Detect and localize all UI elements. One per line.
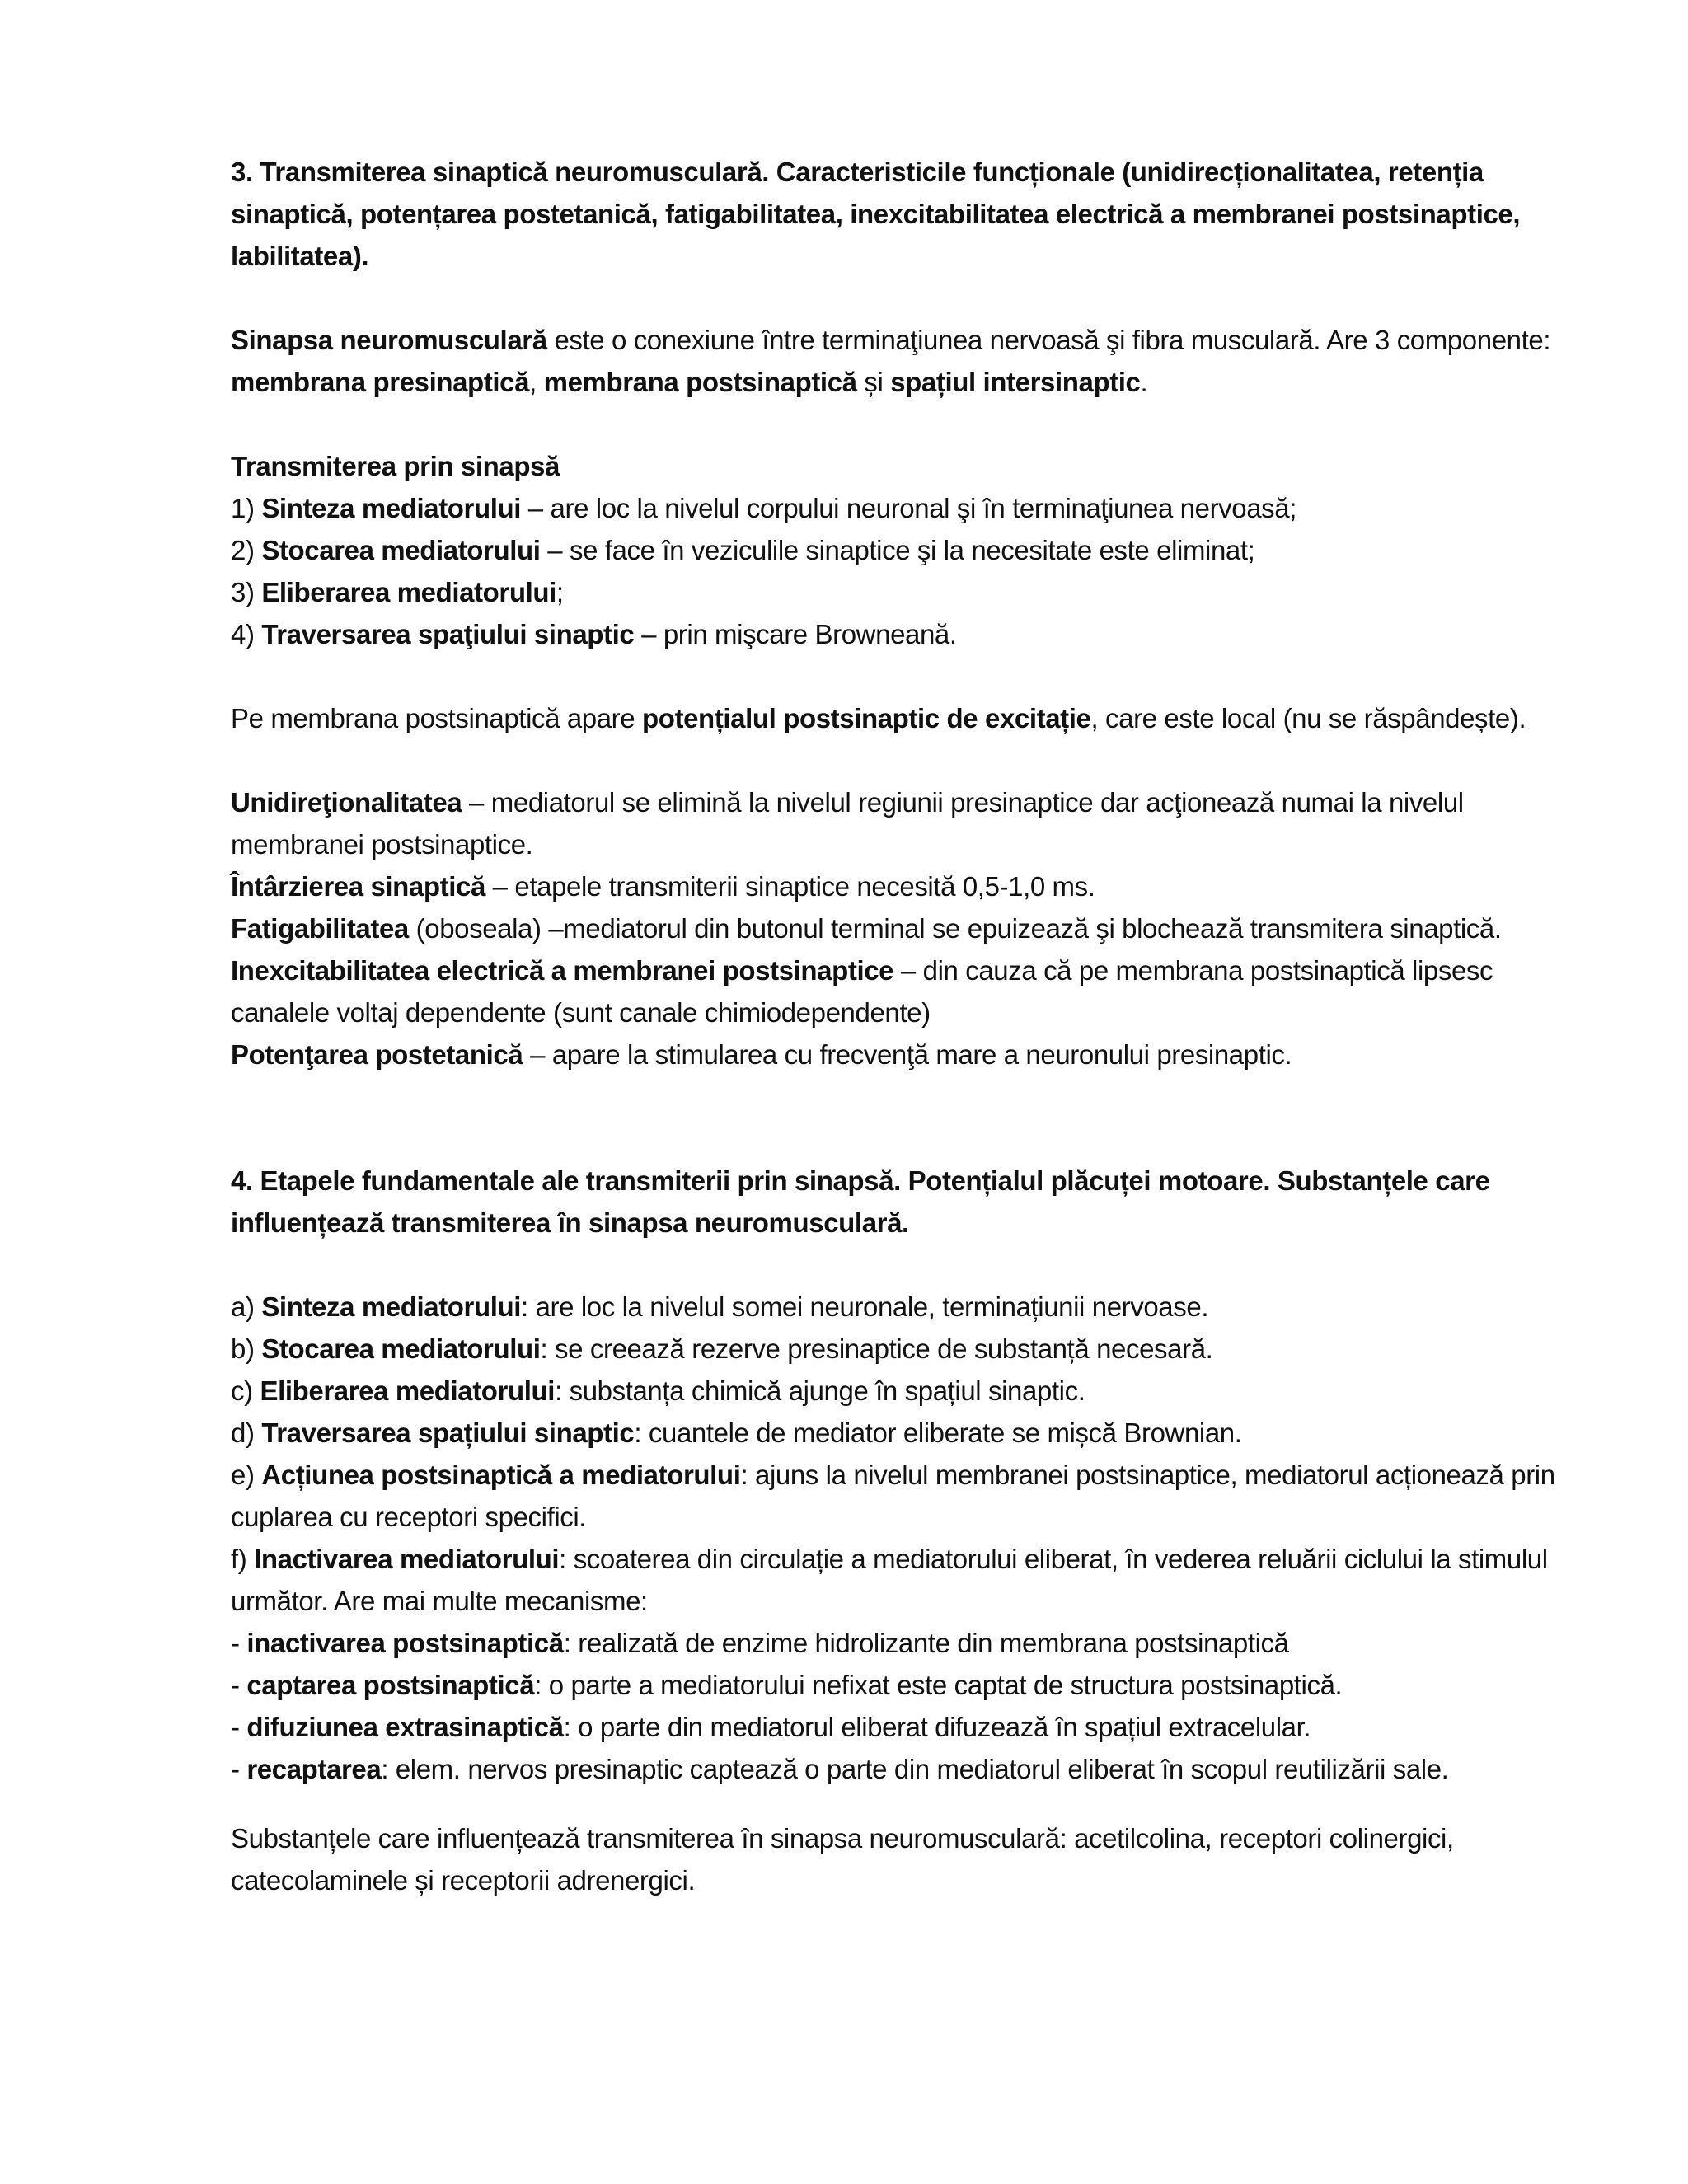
section-4-heading: 4. Etapele fundamentale ale transmiterii prin sinapsă. Potențialul plăcuței motoare. Substanțele care influențează transmiterea în sinapsa neuromusculară. (231, 1165, 1490, 1238)
mechanism-item: - difuziunea extrasinaptică: o parte din mediatorul eliberat difuzează în spațiul extracelular. (231, 1712, 1311, 1742)
component-presynaptic: membrana presinaptică (231, 367, 530, 397)
stage-item: f) Inactivarea mediatorului: scoaterea din circulație a mediatorului eliberat, în vederea reluării ciclului la stimulul următor. Are mai multe mecanisme: (231, 1544, 1548, 1616)
list-item: 3) Eliberarea mediatorului; (231, 577, 564, 607)
substances-paragraph: Substanțele care influențează transmiterea în sinapsa neuromusculară: acetilcolina, receptori colinergici, catecolaminele și receptorii adrenergici. (231, 1823, 1454, 1896)
list-item: 1) Sinteza mediatorului – are loc la nivelul corpului neuronal şi în terminaţiunea nervoasă; (231, 493, 1296, 523)
component-postsynaptic: membrana postsinaptică (543, 367, 857, 397)
list-item: 4) Traversarea spaţiului sinaptic – prin mişcare Browneană. (231, 619, 957, 649)
mechanism-item: - inactivarea postsinaptică: realizată de enzime hidrolizante din membrana postsinaptică (231, 1628, 1289, 1658)
stage-item: c) Eliberarea mediatorului: substanța chimică ajunge în spațiul sinaptic. (231, 1376, 1085, 1406)
stage-item: a) Sinteza mediatorului: are loc la nivelul somei neuronale, terminațiunii nervoase. (231, 1291, 1209, 1322)
stage-item: e) Acțiunea postsinaptică a mediatorului: ajuns la nivelul membranei postsinaptice, mediatorul acționează prin cuplarea cu receptori specifici. (231, 1460, 1555, 1532)
characteristic-item: Unidireţionalitatea – mediatorul se elimină la nivelul regiunii presinaptice dar acţionează numai la nivelul membranei postsinaptice. (231, 787, 1464, 860)
characteristic-item: Fatigabilitatea (oboseala) –mediatorul din butonul terminal se epuizează şi blochează transmitera sinaptică. (231, 913, 1502, 944)
mechanism-item: - captarea postsinaptică: o parte a mediatorului nefixat este captat de structura postsinaptică. (231, 1670, 1343, 1700)
stage-item: b) Stocarea mediatorului: se creează rezerve presinaptice de substanță necesară. (231, 1333, 1213, 1364)
characteristic-item: Inexcitabilitatea electrică a membranei postsinaptice – din cauza că pe membrana postsinaptică lipsesc canalele voltaj dependente (sunt canale chimiodependente) (231, 955, 1493, 1028)
synapse-text: este o conexiune între terminaţiunea nervoasă şi fibra musculară. Are 3 componente: (546, 325, 1551, 355)
synapse-term: Sinapsa neuromusculară (231, 325, 547, 355)
document-page (231, 151, 1582, 1901)
transmission-title: Transmiterea prin sinapsă (231, 451, 560, 481)
section-3-heading: 3. Transmiterea sinaptică neuromusculară. Caracteristicile funcționale (unidirecționalitatea, retenția sinaptică, potențarea postetanică, fatigabilitatea, inexcitabilitatea electrică a membranei postsinaptice, labilitatea). (231, 157, 1521, 271)
stage-item: d) Traversarea spațiului sinaptic: cuantele de mediator eliberate se mișcă Brownian. (231, 1418, 1242, 1448)
postsynaptic-potential-paragraph: Pe membrana postsinaptică apare potențialul postsinaptic de excitație, care este local (nu se răspândește). (231, 703, 1526, 733)
characteristic-item: Întârzierea sinaptică – etapele transmiterii sinaptice necesită 0,5-1,0 ms. (231, 871, 1095, 902)
mechanism-item: - recaptarea: elem. nervos presinaptic captează o parte din mediatorul eliberat în scopul reutilizării sale. (231, 1754, 1449, 1784)
synapse-definition: Sinapsa neuromusculară este o conexiune între terminaţiunea nervoasă şi fibra musculară. Are 3 componente: membrana presinaptică, membrana postsinaptică și spațiul intersinaptic. (231, 325, 1551, 397)
list-item: 2) Stocarea mediatorului – se face în veziculile sinaptice şi la necesitate este eliminat; (231, 535, 1255, 565)
component-intersynaptic: spațiul intersinaptic (890, 367, 1141, 397)
characteristic-item: Potenţarea postetanică – apare la stimularea cu frecvenţă mare a neuronului presinaptic. (231, 1039, 1292, 1070)
